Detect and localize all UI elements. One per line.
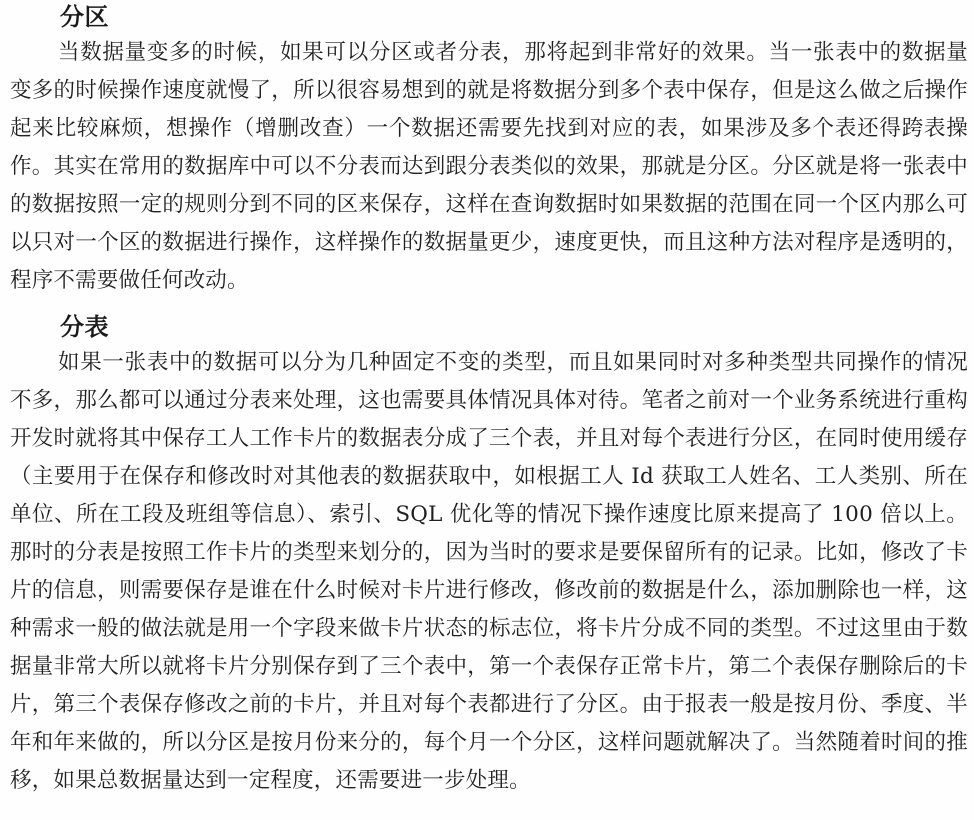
section-title-partition: 分区 (60, 3, 109, 31)
section-title-sharding: 分表 (60, 313, 109, 341)
section-partition (10, 2, 968, 300)
paragraph-sharding: 如果一张表中的数据可以分为几种固定不变的类型，而且如果同时对多种类型共同操作的情况不多，那么都可以通过分表来处理，这也需要具体情况具体对待。笔者之前对一个业务系统进行重构开发时就将其中保存工人工作卡片的数据表分成了三个表，并且对每个表进行分区，在同时使用缓存（主要用于在保存和修改时对其他表的数据获取中，如根据工人 Id 获取工人姓名、工人类别、所在单位、所在工段及班组等信息）、索引、SQL 优化等的情况下操作速度比原来提高了 100 倍以上。那时的分表是按照工作卡片的类型来划分的，因为当时的要求是要保留所有的记录。比如，修改了卡片的信息，则需要保存是谁在什么时候对卡片进行修改，修改前的数据是什么，添加删除也一样，这种需求一般的做法就是用一个字段来做卡片状态的标志位，将卡片分成不同的类型。不过这里由于数据量非常大所以就将卡片分别保存到了三个表中，第一个表保存正常卡片，第二个表保存删除后的卡片，第三个表保存修改之前的卡片，并且对每个表都进行了分区。由于报表一般是按月份、季度、半年和年来做的，所以分区是按月份来分的，每个月一个分区，这样问题就解决了。当然随着时间的推移，如果总数据量达到一定程度，还需要进一步处理。 (10, 350, 968, 793)
paragraph-partition: 当数据量变多的时候，如果可以分区或者分表，那将起到非常好的效果。当一张表中的数据量变多的时候操作速度就慢了，所以很容易想到的就是将数据分到多个表中保存，但是这么做之后操作起来比较麻烦，想操作（增删改查）一个数据还需要先找到对应的表，如果涉及多个表还得跨表操作。其实在常用的数据库中可以不分表而达到跟分表类似的效果，那就是分区。分区就是将一张表中的数据按照一定的规则分到不同的区来保存，这样在查询数据时如果数据的范围在同一个区内那么可以只对一个区的数据进行操作，这样操作的数据量更少，速度更快，而且这种方法对程序是透明的，程序不需要做任何改动。 (10, 40, 968, 293)
section-sharding (10, 312, 968, 800)
